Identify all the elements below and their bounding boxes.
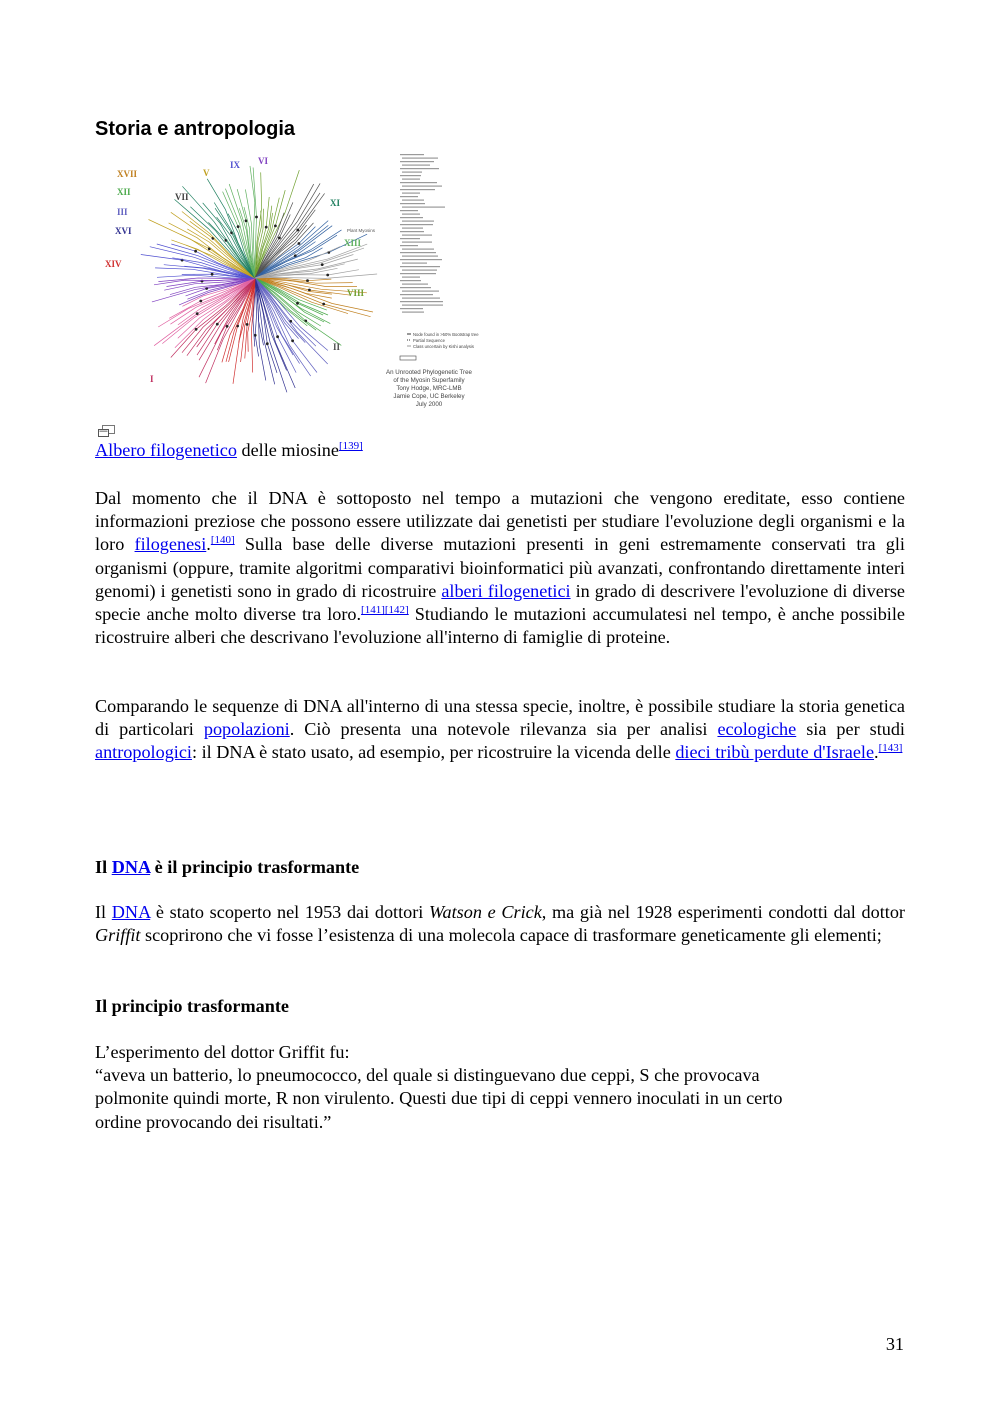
heading-dna-transforming [95,856,359,879]
reference-link[interactable]: [140] [210,534,235,547]
clade-label: XIV [105,259,122,269]
tree-node [322,303,325,306]
species-label-mark [402,270,437,271]
species-label-mark [400,238,420,239]
tree-node [237,225,240,228]
species-label-mark [402,305,443,306]
tree-node [291,339,294,342]
species-label-mark [400,287,431,288]
species-label-mark [402,193,420,194]
tree-node [306,279,309,282]
species-label-mark [402,200,424,201]
species-label-mark [400,154,424,155]
species-label-mark [400,280,421,281]
clade-label: VII [175,192,189,202]
figure-title-line: Tony Hodge, MRC-LMB [396,385,462,392]
legend-entry: Class uncertain by Kishi analysis [413,344,474,349]
tree-node [265,226,268,229]
tree-node [195,328,198,331]
species-label-mark [400,308,423,309]
species-label-mark [400,182,437,183]
species-label-mark [402,172,422,173]
caption-link[interactable]: Albero filogenetico [95,440,237,460]
species-label-mark [400,196,418,197]
species-label-mark [402,207,445,208]
tree-node [216,323,219,326]
species-label-mark [402,158,438,159]
text: Studiando le mutazioni accumulatesi nel tempo, è anche possibile ricostruire alberi che descrivano l'evoluzione all'interno di famiglie di proteine. [95,604,905,648]
clade-label: I [150,374,154,384]
link-ecologiche[interactable]: ecologiche [717,719,797,740]
clade-label: IX [230,160,241,170]
enlarge-icon[interactable] [98,425,116,438]
text: . [874,742,879,763]
tree-branch [255,223,314,278]
paragraph-dna-discovery [95,901,905,947]
reference-link[interactable]: [143] [878,742,903,755]
clade-label: V [203,168,210,178]
species-label-mark [400,189,435,190]
heading-principio-trasformante: Il principio trasformante [95,996,289,1016]
link-popolazioni[interactable]: popolazioni [203,719,290,740]
text-line: ordine provocando dei risultati.” [95,1111,332,1132]
species-label-mark [402,179,420,180]
species-label-mark [400,168,439,169]
species-label-mark [400,266,440,267]
plant-myosins-label: Plant Myosins [347,228,376,233]
species-label-mark [400,259,442,260]
clade-label: XII [117,187,131,197]
figure-title-line: of the Myosin Superfamily [393,377,465,384]
species-label-mark [402,277,420,278]
text: Il [95,902,112,922]
species-label-mark [402,165,430,166]
species-label-mark [400,301,443,302]
species-label-mark [402,214,420,215]
species-label-mark [402,291,439,292]
tree-node [211,273,214,276]
tree-branch [255,278,299,339]
text: , ma già nel 1928 esperimenti condotti dal dottor [541,902,905,922]
species-label-mark [400,217,423,218]
text: Comparando le sequenze di DNA all'interno di una stessa specie, inoltre, è possibile studiare la storia genetica di particolari [95,696,905,740]
clade-label: II [333,342,341,352]
text: : il DNA è stato usato, ad esempio, per ricostruire la vicenda delle [191,742,676,763]
tree-node [276,335,279,338]
clade-label: XVII [117,169,138,179]
species-label-mark [400,224,433,225]
text: Sulla base delle diverse mutazioni presenti in geni estremamente conservati tra gli organismi (oppure, tramite algoritmi comparativi bioinformatici più avanzati, confrontando direttamente interi genomi) i genetisti sono in grado di ricostruire [95,534,905,601]
link-alberi-filogenetici[interactable]: alberi filogenetici [441,580,571,601]
species-label-mark [400,273,436,274]
text-line: “aveva un batterio, lo pneumococco, del quale si distinguevano due ceppi, S che provocava [95,1065,760,1086]
species-label-mark [400,175,421,176]
tree-node [196,312,199,315]
species-label-mark [400,203,425,204]
species-label-mark [402,298,440,299]
tree-node [199,300,202,303]
legend-entry: Partial Sequence [413,338,445,343]
paragraph-griffith-experiment [95,1041,905,1134]
species-label-mark [402,312,424,313]
clade-label: XVI [115,226,132,236]
species-label-mark [400,161,434,162]
species-label-mark [402,249,434,250]
tree-node [278,237,281,240]
species-label-mark [400,210,418,211]
phylogenetic-tree-image [95,150,480,418]
clade-label: XI [330,198,341,208]
text: . Ciò presenta una notevole rilevanza sia per analisi [289,719,718,740]
species-label-mark [402,242,432,243]
paragraph-populations [95,695,905,765]
text: sia per studi [796,719,905,740]
paragraph-phylogeny [95,487,905,649]
link-antropologici[interactable]: antropologici [95,742,192,763]
text: è stato scoperto nel 1953 dai dottori [150,902,430,922]
text: è il principio trasformante [150,857,360,877]
tree-node [321,263,324,266]
clade-label: VI [258,156,269,166]
text: Il [95,857,112,877]
tree-node [274,225,277,228]
clade-label: III [117,207,128,217]
reference-link[interactable]: [141] [361,603,385,616]
species-label-mark [400,252,436,253]
text: Dal momento che il DNA è sottoposto nel tempo a mutazioni che vengono ereditate, esso contiene informazioni preziose che possono essere utilizzate dai genetisti per studiare l'evoluzione degli organismi e la loro [95,488,905,555]
tree-branch [175,278,255,348]
species-label-mark [402,256,438,257]
tree-branch [170,278,255,324]
figure-title-line: An Unrooted Phylogenetic Tree [386,369,472,376]
text: in grado di descrivere l'evoluzione di diverse specie anche molto diverse tra loro. [95,580,906,625]
text-line: polmonite quindi morte, R non virulento. Questi due tipi di ceppi vennero inoculati in un certo [95,1088,783,1109]
text: . [206,534,211,555]
link-dieci-tribu[interactable]: dieci tribù perdute d'Israele [675,742,875,763]
figure-title-line: July 2000 [415,401,443,408]
link-filogenesi[interactable]: filogenesi [134,534,207,555]
tree-branch [255,226,332,278]
species-list [400,154,445,313]
page-number: 31 [885,1334,904,1354]
tree-node [266,342,269,345]
text: scoprirono che vi fosse l’esistenza di una molecola capace di trasformare geneticamente gli elementi; [140,925,882,946]
tree-node [326,274,329,277]
figure-caption [95,439,905,462]
tree-node [246,323,249,326]
tree-branch [255,184,314,278]
species-label-mark [400,245,418,246]
tree-node [298,242,301,245]
figure-title-line: Jamie Cope, UC Berkeley [393,393,465,400]
tree-node [296,302,299,305]
species-label-mark [402,186,442,187]
section-title: Storia e antropologia [95,118,296,140]
link-dna-heading[interactable]: DNA [111,857,151,877]
text-line: L’esperimento del dottor Griffit fu: [95,1042,350,1062]
legend-entry: Node found in >50% Bootstrap tree [413,332,479,337]
clade-label: VIII [347,288,365,298]
tree-branch [255,278,317,373]
species-label-mark [400,294,433,295]
tree-node [255,216,258,219]
species-label-mark [400,231,424,232]
link-dna[interactable]: DNA [111,902,151,922]
tree-node [194,250,197,253]
reference-link[interactable]: [139] [338,439,363,452]
text-italic: Griffit [95,925,141,946]
tree-node [296,229,299,232]
caption-text: delle miosine [236,440,339,460]
reference-link[interactable]: [142] [384,603,409,616]
species-label-mark [402,228,423,229]
species-label-mark [402,221,434,222]
clade-label: XIII [344,238,362,248]
species-label-mark [402,284,428,285]
species-label-mark [402,235,432,236]
text-italic: Watson e Crick [429,902,542,922]
species-label-mark [402,263,427,264]
